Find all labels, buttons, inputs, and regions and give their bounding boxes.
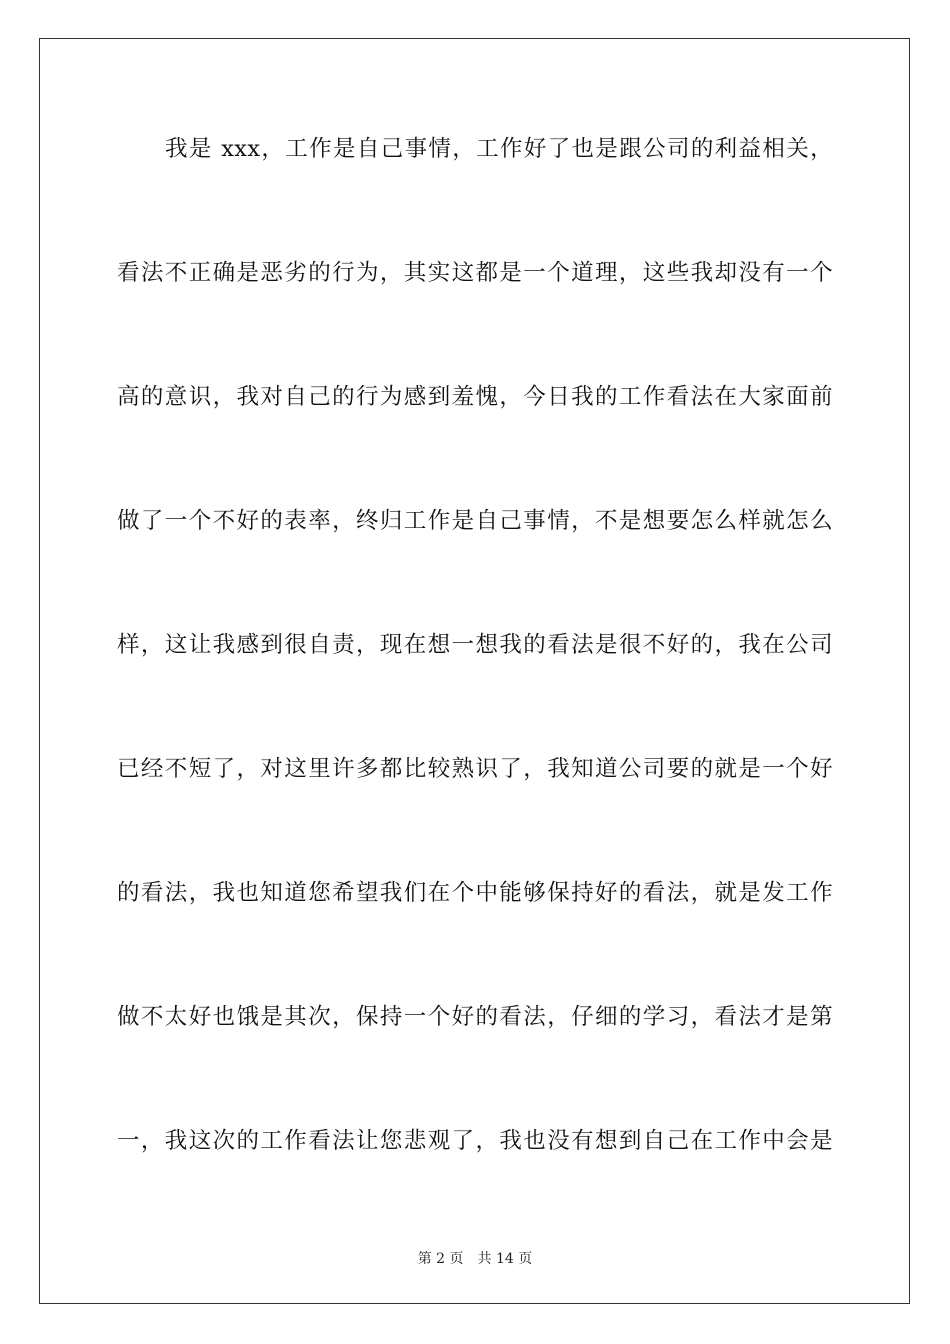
paragraph-line: 的看法，我也知道您希望我们在个中能够保持好的看法，就是发工作: [117, 880, 833, 906]
paragraph-line: 一，我这次的工作看法让您悲观了，我也没有想到自己在工作中会是: [117, 1128, 833, 1154]
paragraph-line: 高的意识，我对自己的行为感到羞愧，今日我的工作看法在大家面前: [117, 384, 833, 410]
paragraph-line: 样，这让我感到很自责，现在想一想我的看法是很不好的，我在公司: [117, 632, 833, 658]
paragraph-line: 我是 xxx，工作是自己事情，工作好了也是跟公司的利益相关，: [165, 136, 833, 162]
paragraph-line: 看法不正确是恶劣的行为，其实这都是一个道理，这些我却没有一个: [117, 260, 833, 286]
document-body: [117, 128, 833, 1244]
paragraph-line: 已经不短了，对这里许多都比较熟识了，我知道公司要的就是一个好: [117, 756, 833, 782]
paragraph-line: 做不太好也饿是其次，保持一个好的看法，仔细的学习，看法才是第: [117, 1004, 833, 1030]
page-number: 第 2 页: [417, 1251, 464, 1267]
page-footer: [0, 1248, 950, 1268]
paragraph-line: 做了一个不好的表率，终归工作是自己事情，不是想要怎么样就怎么: [117, 508, 833, 534]
total-pages: 共 14 页: [477, 1251, 533, 1267]
